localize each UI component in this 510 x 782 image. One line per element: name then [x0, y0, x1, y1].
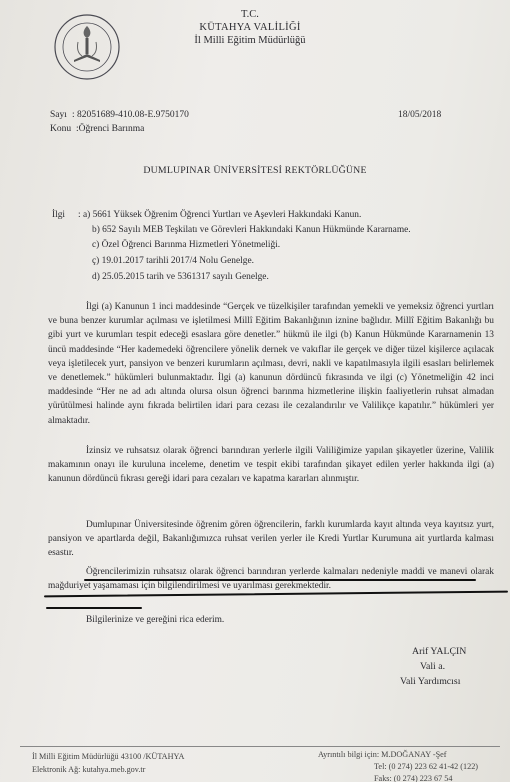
ilgi-label: İlgi — [52, 210, 66, 220]
footer-web: Elektronik Ağ: kutahya.meb.gov.tr — [32, 765, 146, 774]
sayi-label: Sayı — [50, 110, 67, 120]
signatory-title-2: Vali Yardımcısı — [400, 676, 461, 687]
reference-item: ç) 19.01.2017 tarihli 2017/4 Nolu Genelge. — [92, 256, 254, 266]
reference-item: : a) 5661 Yüksek Öğrenim Öğrenci Yurtları ve Aşevleri Hakkındaki Kanun. — [78, 210, 362, 220]
footer-address: İl Milli Eğitim Müdürlüğü 43100 /KÜTAHYA — [32, 752, 185, 761]
header-tc: T.C. — [241, 9, 259, 20]
paragraph-3: Dumlupınar Üniversitesinde öğrenim gören öğrencilerin, farklı kurumlarda kayıt altında veya kayıtsız yurt, pansiyon ve apartlarda değil, Bakanlığımızca ruhsat verilen yerler ile Kredi Yurtlar Kurumuna ait yurtlarda kalması esastır. — [48, 520, 494, 559]
letter-date: 18/05/2018 — [398, 110, 442, 120]
header-directorate: İl Milli Eğitim Müdürlüğü — [194, 35, 306, 46]
signatory-name: Arif YALÇIN — [412, 646, 467, 657]
header-governorship: KÜTAHYA VALİLİĞİ — [199, 22, 301, 33]
handdrawn-underline — [84, 579, 476, 581]
ministry-seal-logo — [52, 12, 122, 82]
reference-item: d) 25.05.2015 tarih ve 5361317 sayılı Genelge. — [92, 272, 269, 282]
footer-divider — [20, 746, 500, 747]
sayi-value: : 82051689-410.08-E.9750170 — [72, 110, 189, 120]
reference-item: c) Özel Öğrenci Barınma Hizmetleri Yönetmeliği. — [92, 240, 281, 250]
footer-fax: Faks: (0 274) 223 67 54 — [374, 774, 453, 782]
footer-contact: Ayrıntılı bilgi için: M.DOĞANAY -Şef — [318, 750, 447, 759]
konu-value: :Öğrenci Barınma — [76, 124, 145, 134]
paragraph-5: Bilgilerinize ve gereğini rica ederim. — [86, 615, 225, 625]
paragraph-1: İlgi (a) Kanunun 1 inci maddesinde “Gerçek ve tüzelkişiler tarafından yemekli ve yemeksiz öğrenci yurtları ve buna benzer kurumlar açılması ve işletilmesi Millî Eğitim Bakanlığının iznine bağlıdır. Millî Eğitim Bakanlığı bu gibi yurt ve kurumları tespit edeceği esaslara göre denetler.” hükmü ile ilgi (b) Kanun Hükmünde Kararnamenin 13 üncü maddesinde “Her kademedeki öğrencilere yönelik dernek ve vakıflar ile gerçek ve diğer tüzel kişilerce açılacak veya işletilecek yurt, pansiyon ve benzeri kurumların açılması, devri, nakli ve kapatılmasıyla ilgili esasları belirlemek ve denetlemek.” hükümleri bulunmaktadır. İlgi (a) kanunun dördüncü fıkrasında ve ilgi (c) Yönetmeliğin 42 inci maddesinde “Her ne ad adı altında olursa olsun öğrenci barınma hizmetlerine ilişkin faaliyetlerin ruhsat almadan yürütülmesi halinde aynı fıkrada belirtilen idari para cezası ile cezalandırılır ve Valilikçe kapatılır.” hükümleri yer almaktadır. — [48, 302, 494, 426]
handdrawn-underline — [46, 607, 142, 609]
konu-label: Konu — [50, 124, 72, 134]
footer-phone: Tel: (0 274) 223 62 41-42 (122) — [374, 762, 479, 771]
paragraph-4-highlighted: Öğrencilerimizin ruhsatsız olarak öğrenci barındıran yerlerde kalmaları nedeniyle maddi ve manevi olarak mağduriyet yaşamaması için bilgilendirilmesi ve uyarılması gerekmektedir. — [48, 567, 494, 592]
recipient-title: DUMLUPINAR ÜNİVERSİTESİ REKTÖRLÜĞÜNE — [143, 165, 367, 176]
signatory-title-1: Vali a. — [420, 661, 446, 672]
paragraph-2: İzinsiz ve ruhsatsız olarak öğrenci barındıran yerlerle ilgili Valiliğimize yapılan şikayetler üzerine, Valilik makamının onayı ile kuruluna inceleme, denetim ve tespit ekibi tarafından şikayet edilen yerler hakkında ilgi (a) kanunun dördüncü fıkrası gereği idari para cezaları ve kapatma kararları alınmıştır. — [48, 446, 494, 485]
reference-item: b) 652 Sayılı MEB Teşkilatı ve Görevleri Hakkındaki Kanun Hükmünde Kararname. — [92, 225, 411, 235]
